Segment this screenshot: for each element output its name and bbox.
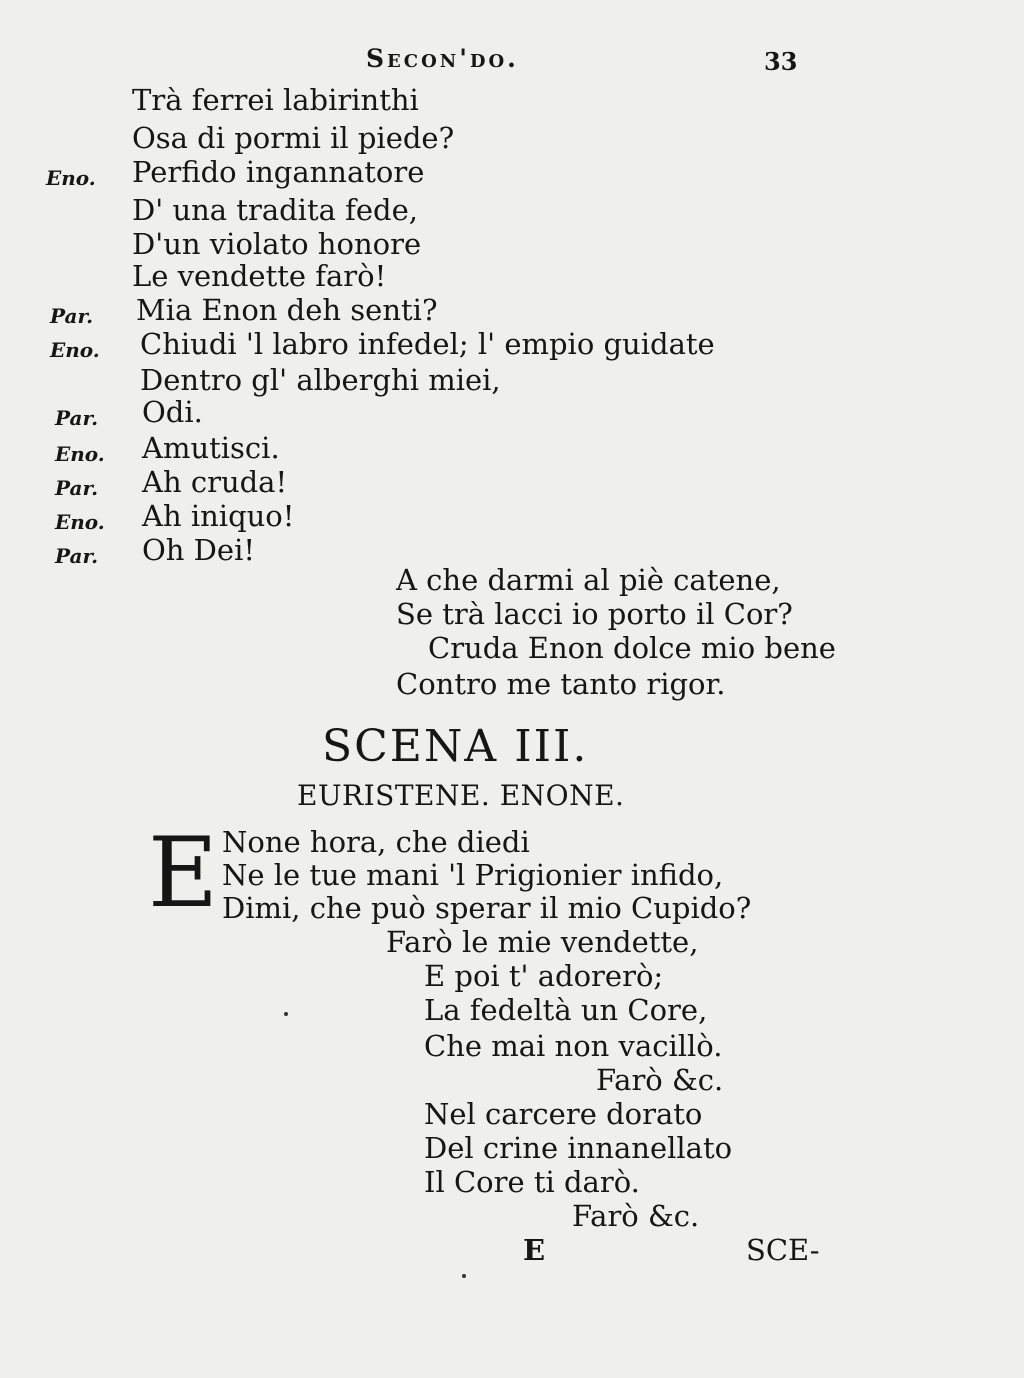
dialogue-line: Osa di pormi il piede?	[132, 121, 455, 155]
speaker-label: Par.	[55, 544, 99, 568]
refrain-line: Farò &c.	[572, 1199, 700, 1233]
page-number: 33	[764, 47, 798, 76]
dialogue-line: D'un violato honore	[132, 227, 422, 261]
scene-characters: EURISTENE. ENONE.	[297, 779, 625, 812]
dialogue-line: Ah iniquo!	[142, 499, 295, 533]
dialogue-line: D' una tradita fede,	[132, 193, 418, 227]
speaker-label: Par.	[50, 304, 94, 328]
dialogue-line: Le vendette farò!	[132, 259, 387, 293]
catchword: SCE-	[746, 1233, 820, 1267]
dialogue-line: Amutisci.	[142, 431, 280, 465]
verse-line: Dimi, che può sperar il mio Cupido?	[222, 891, 752, 925]
dialogue-line: Mia Enon deh senti?	[136, 293, 438, 327]
verse-line: Nel carcere dorato	[424, 1097, 703, 1131]
dialogue-line: Dentro gl' alberghi miei,	[140, 363, 501, 397]
drop-cap: E	[148, 817, 219, 929]
verse-line: E poi t' adorerò;	[424, 959, 664, 993]
verse-line: Il Core ti darò.	[424, 1165, 640, 1199]
verse-line: La fedeltà un Core,	[424, 993, 708, 1027]
refrain-line: Farò &c.	[596, 1063, 724, 1097]
verse-line: Se trà lacci io porto il Cor?	[396, 597, 793, 631]
ink-speck	[284, 1012, 288, 1016]
signature-mark: E	[523, 1233, 546, 1267]
running-head: Secon'do.	[366, 44, 519, 73]
speaker-label: Eno.	[55, 510, 105, 534]
verse-line: Ne le tue mani 'l Prigionier infido,	[222, 858, 724, 892]
verse-line: Farò le mie vendette,	[386, 925, 699, 959]
scene-title: SCENA III.	[322, 721, 589, 772]
verse-line: Che mai non vacillò.	[424, 1029, 723, 1063]
verse-line: Del crine innanellato	[424, 1131, 733, 1165]
dialogue-line: Perfido ingannatore	[132, 155, 425, 189]
ink-speck	[462, 1274, 466, 1278]
speaker-label: Eno.	[50, 338, 100, 362]
verse-line: A che darmi al piè catene,	[396, 563, 781, 597]
speaker-label: Par.	[55, 476, 99, 500]
dialogue-line: Trà ferrei labirinthi	[132, 83, 419, 117]
dialogue-line: Oh Dei!	[142, 533, 256, 567]
dialogue-line: Odi.	[142, 395, 203, 429]
dialogue-line: Chiudi 'l labro infedel; l' empio guidate	[140, 327, 715, 361]
speaker-label: Par.	[55, 406, 99, 430]
verse-line: Cruda Enon dolce mio bene	[428, 631, 836, 665]
speaker-label: Eno.	[46, 166, 96, 190]
verse-line: None hora, che diedi	[222, 825, 530, 859]
verse-line: Contro me tanto rigor.	[396, 667, 726, 701]
speaker-label: Eno.	[55, 442, 105, 466]
dialogue-line: Ah cruda!	[142, 465, 288, 499]
